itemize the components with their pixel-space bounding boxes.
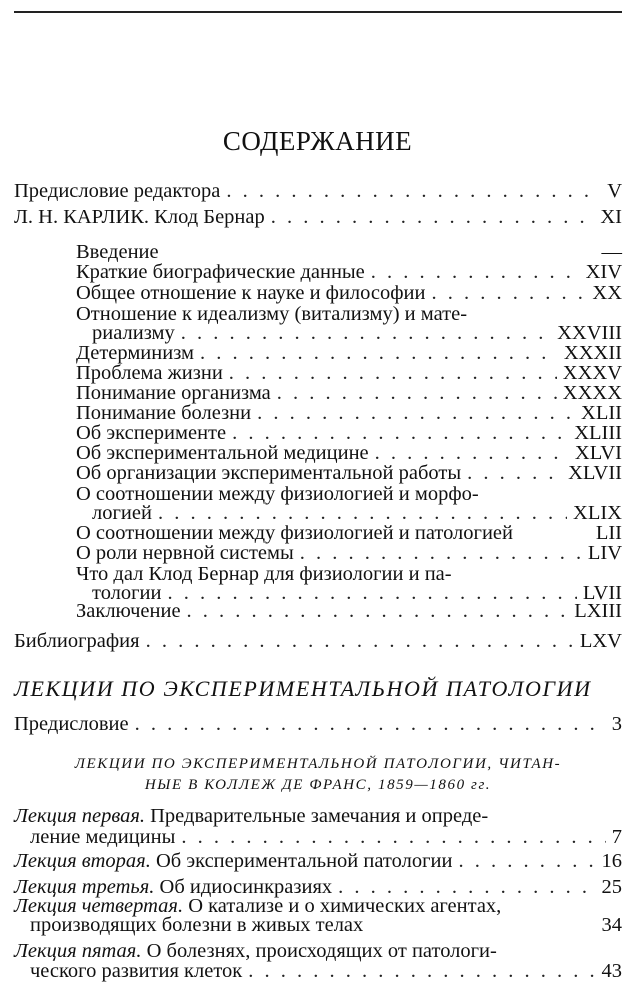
entry-title: Детерминизм [76,342,194,364]
leader-dots [226,180,601,202]
toc-subentry [76,522,622,544]
lecture-title: Об идиосинкразиях [159,876,333,898]
entry-page: XXXX [562,382,622,404]
entry-page: 43 [601,960,622,982]
entry-title: Заключение [76,600,181,622]
entry-page: XLVII [568,462,622,484]
entry-page: 7 [611,826,622,848]
entry-page: XIV [585,261,622,283]
toc-subentry [76,402,622,424]
entry-title: Об организации экспериментальной работы [76,462,462,484]
lecture-title: Об экспериментальной патологии [155,850,453,872]
toc-subentry [76,442,622,464]
entry-title: Общее отношение к науке и философии [76,282,426,304]
toc-subentry-line: Что дал Клод Бернар для физиологии и па- [76,563,452,585]
leader-dots [135,713,606,735]
entry-title: Понимание болезни [76,402,252,424]
entry-page: XXXV [562,362,622,384]
entry-page: LXV [579,630,622,652]
toc-entry-bibliography [14,630,622,652]
leader-dots [300,542,582,564]
leader-dots [248,960,595,982]
entry-title: тологии [92,582,162,604]
leader-dots [375,442,569,464]
leader-dots [232,422,568,444]
entry-page: XLVI [574,442,622,464]
toc-subentry [76,241,622,263]
entry-page: LXIII [574,600,622,622]
entry-page: 3 [611,713,622,735]
entry-title: О соотношении между физиологией и патологией [76,522,513,544]
entry-title: производящих болезни в живых телах [30,914,364,936]
entry-title: О роли нервной системы [76,542,294,564]
toc-subentry [76,362,622,384]
lecture-entry-line [14,805,488,827]
toc-subentry [76,282,622,304]
leader-dots [181,826,605,848]
toc-subentry [76,462,622,484]
entry-title: Проблема жизни [76,362,223,384]
toc-subentry-line: О соотношении между физиологией и морфо- [76,483,479,505]
toc-subentry [76,600,622,622]
entry-title: Предисловие [14,713,129,735]
entry-page: LVII [582,582,622,604]
entry-page: XLIII [574,422,622,444]
entry-page: XXVIII [557,322,622,344]
entry-page: LIV [587,542,622,564]
lecture-label: Лекция вторая. [14,850,151,872]
entry-title: Об эксперименте [76,422,227,444]
entry-title: логией [92,502,152,524]
entry-title: Об экспериментальной медицине [76,442,369,464]
toc-entry-preface [14,713,622,735]
leader-dots [432,282,587,304]
lecture-label: Лекция четвертая. [14,895,184,917]
section-heading: ЛЕКЦИИ ПО ЭКСПЕРИМЕНТАЛЬНОЙ ПАТОЛОГИИ [14,676,592,701]
lecture-entry [30,914,622,936]
entry-title: Библиография [14,630,140,652]
toc-subentry [76,542,622,564]
toc-subentry [92,322,622,344]
entry-page: XXXII [563,342,622,364]
entry-title: Краткие биографические данные [76,261,365,283]
leader-dots [158,502,567,524]
lecture-label: Лекция пятая. [14,940,142,962]
lecture-title: О болезнях, происходящих от патологи- [146,940,497,962]
entry-page: XLII [581,402,622,424]
entry-page: V [607,180,622,202]
sub-heading-line: ЛЕКЦИИ ПО ЭКСПЕРИМЕНТАЛЬНОЙ ПАТОЛОГИИ, ЧИТАН- [74,756,562,772]
leader-dots [271,206,595,228]
page-title: СОДЕРЖАНИЕ [222,126,413,156]
leader-dots [458,850,595,872]
entry-page: 25 [601,876,622,898]
leader-dots [229,362,557,384]
toc-subentry-line: Отношение к идеализму (витализму) и мате- [76,303,468,325]
leader-dots [371,261,580,283]
toc-entry-karlik [14,206,622,228]
toc-subentry [76,422,622,444]
entry-page: — [601,241,622,263]
lecture-title: Предварительные замечания и опреде- [150,805,489,827]
leader-dots [181,322,551,344]
leader-dots [257,402,575,424]
entry-title: ление медицины [30,826,176,848]
entry-title: Введение [76,241,159,263]
leader-dots [200,342,558,364]
entry-page: LII [595,522,622,544]
lecture-entry [30,960,622,982]
entry-page: XLIX [573,502,622,524]
leader-dots [146,630,574,652]
toc-subentry [92,502,622,524]
lecture-label: Лекция первая. [14,805,145,827]
leader-dots [187,600,569,622]
entry-page: 34 [601,914,622,936]
toc-subentry [76,382,622,404]
lecture-entry [14,850,622,872]
entry-page: XI [600,206,622,228]
entry-page: 16 [601,850,622,872]
entry-title: Понимание организма [76,382,271,404]
entry-title: риализму [92,322,175,344]
entry-page: XX [592,282,622,304]
toc-entry-editor-preface [14,180,622,202]
top-rule [14,11,622,13]
lecture-entry-line [14,940,497,962]
leader-dots [467,462,562,484]
entry-title: Л. Н. КАРЛИК. Клод Бернар [14,206,265,228]
sub-heading [14,754,622,796]
leader-dots [277,382,557,404]
sub-heading-line: НЫЕ В КОЛЛЕЖ ДЕ ФРАНС, 1859—1860 гг. [144,777,492,793]
toc-subentry [76,342,622,364]
lecture-entry [30,826,622,848]
entry-title: ческого развития клеток [30,960,243,982]
toc-subentry [76,261,622,283]
entry-title: Предисловие редактора [14,180,221,202]
lecture-title: О катализе и о химических агентах, [188,895,502,917]
lecture-label: Лекция третья. [14,876,155,898]
